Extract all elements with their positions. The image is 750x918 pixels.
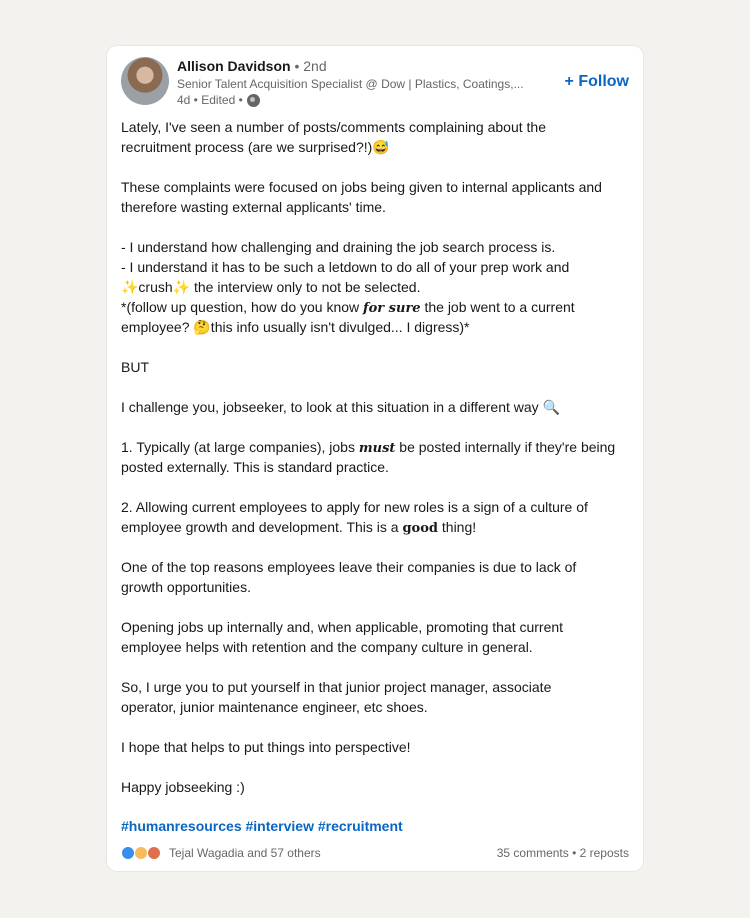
body-text: *(follow up question, how do you know — [121, 299, 364, 315]
hashtag-link[interactable]: #recruitment — [317, 818, 403, 834]
body-text: must — [358, 441, 396, 456]
body-text: BUT — [121, 359, 149, 375]
author-headline: Senior Talent Acquisition Specialist @ Dow | Plastics, Coatings,... — [177, 77, 524, 91]
body-line — [121, 337, 631, 357]
social-counts — [121, 846, 629, 860]
insightful-icon — [134, 846, 148, 860]
body-text: - I understand how challenging and draining the job search process is. — [121, 239, 556, 255]
body-line — [121, 537, 631, 557]
post-card — [107, 46, 643, 871]
body-text: One of the top reasons employees leave their companies is due to lack of — [121, 559, 577, 575]
body-line — [121, 197, 631, 217]
body-line — [121, 577, 631, 597]
body-line — [121, 237, 631, 257]
love-icon — [147, 846, 161, 860]
body-text: 2. Allowing current employees to apply for new roles is a sign of a culture of — [121, 499, 588, 515]
body-line — [121, 517, 631, 537]
body-line — [121, 697, 631, 717]
body-line — [121, 557, 631, 577]
body-line — [121, 617, 631, 637]
body-text: I hope that helps to put things into perspective! — [121, 739, 411, 755]
body-text: Opening jobs up internally and, when applicable, promoting that current — [121, 619, 564, 635]
body-line — [121, 637, 631, 657]
body-text: ✨crush✨ the interview only to not be selected. — [121, 279, 421, 295]
body-text: - I understand it has to be such a letdown to do all of your prep work and — [121, 259, 570, 275]
body-text: employee? 🤔this info usually isn't divulged... I digress)* — [121, 319, 470, 335]
body-text: Lately, I've seen a number of posts/comments complaining about the — [121, 119, 546, 135]
author-name[interactable]: Allison Davidson • 2nd — [177, 58, 327, 74]
body-text: therefore wasting external applicants' time. — [121, 199, 386, 215]
body-line — [121, 217, 631, 237]
body-line — [121, 657, 631, 677]
body-line — [121, 157, 631, 177]
body-text: growth opportunities. — [121, 579, 251, 595]
hashtag-link[interactable]: #humanresources — [121, 818, 242, 834]
body-text: employee helps with retention and the company culture in general. — [121, 639, 533, 655]
post-time: 4d • Edited • — [177, 93, 243, 107]
body-text: employee growth and development. This is a — [121, 519, 403, 535]
body-line — [121, 477, 631, 497]
body-text: These complaints were focused on jobs being given to internal applicants and — [121, 179, 602, 195]
body-text: posted externally. This is standard practice. — [121, 459, 389, 475]
body-line — [121, 137, 631, 157]
body-text: the job went to a current — [420, 299, 575, 315]
body-line — [121, 257, 631, 277]
body-text: for sure — [363, 301, 421, 316]
body-text: operator, junior maintenance engineer, etc shoes. — [121, 699, 428, 715]
body-line — [121, 297, 631, 317]
post-body — [121, 117, 631, 797]
body-text: good — [402, 521, 438, 536]
body-text: So, I urge you to put yourself in that junior project manager, associate — [121, 679, 552, 695]
connection-degree: • 2nd — [294, 58, 327, 74]
body-line — [121, 437, 631, 457]
like-icon — [121, 846, 135, 860]
body-line — [121, 737, 631, 757]
globe-icon — [247, 94, 260, 107]
reactions-text[interactable]: Tejal Wagadia and 57 others — [169, 846, 321, 860]
body-line — [121, 177, 631, 197]
body-line — [121, 117, 631, 137]
body-line — [121, 357, 631, 377]
body-line — [121, 777, 631, 797]
body-text: I challenge you, jobseeker, to look at this situation in a different way 🔍 — [121, 399, 560, 415]
follow-button[interactable]: + Follow — [564, 73, 629, 90]
hashtags — [121, 818, 403, 834]
body-line — [121, 377, 631, 397]
body-line — [121, 317, 631, 337]
post-meta — [177, 93, 260, 107]
body-line — [121, 717, 631, 737]
body-line — [121, 397, 631, 417]
hashtag-link[interactable]: #interview — [245, 818, 314, 834]
author-avatar[interactable] — [121, 57, 169, 105]
body-line — [121, 677, 631, 697]
body-text: 1. Typically (at large companies), jobs — [121, 439, 359, 455]
body-text: thing! — [438, 519, 477, 535]
body-text: be posted internally if they're being — [395, 439, 616, 455]
body-line — [121, 457, 631, 477]
body-line — [121, 597, 631, 617]
body-line — [121, 417, 631, 437]
reactions[interactable] — [121, 846, 321, 860]
body-line — [121, 277, 631, 297]
body-text: recruitment process (are we surprised?!)😅 — [121, 139, 390, 155]
body-text: Happy jobseeking :) — [121, 779, 245, 795]
body-line — [121, 497, 631, 517]
comments-count[interactable]: 35 comments — [496, 846, 569, 860]
body-line — [121, 757, 631, 777]
reposts-count[interactable]: • 2 reposts — [572, 846, 629, 860]
